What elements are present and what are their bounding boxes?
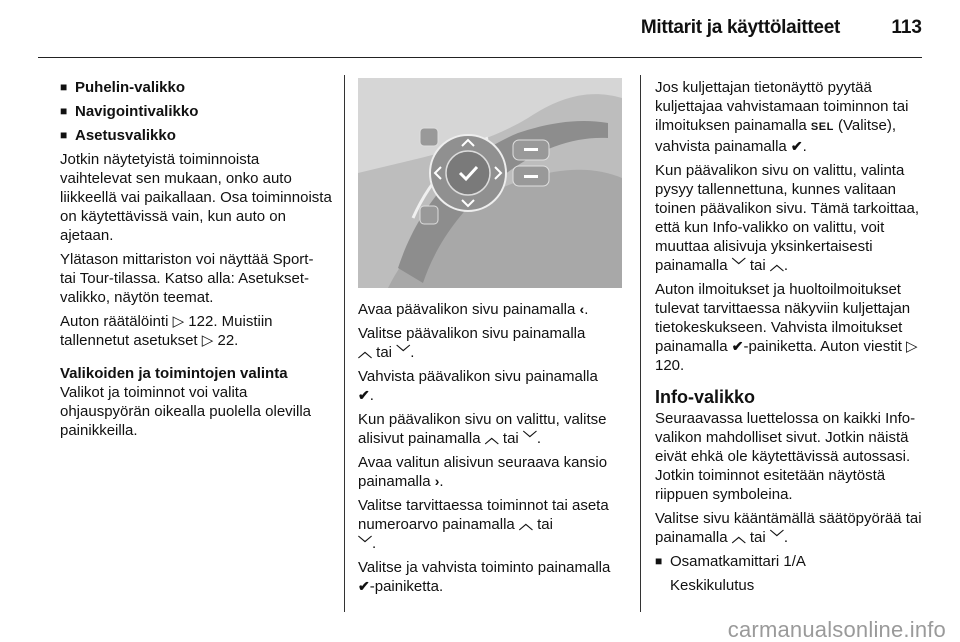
subheading: Valikoiden ja toimintojen valinta [60,365,288,382]
chevron-down-icon: ﹀ [731,257,746,273]
page-ref-link[interactable]: 120 [655,357,681,374]
paragraph: Jotkin näytetyistä toiminnoista vaihtelevat sen mukaan, onko auto liikkeellä vai paikallaan. Osa toiminnoista on käytettävissä vain, kun auto on ajetaan. [60,151,332,244]
checkmark-icon: ✔ [731,338,744,354]
paragraph: Jos kuljettajan tietonäyttö pyytää kuljettajaa vahvistamaan toiminnon tai ilmoituksen painamalla SEL (Valitse), vahvista painamalla ✔. [655,79,909,155]
checkmark-icon: ✔ [790,138,803,154]
page-header-title: Mittarit ja käyttölaitteet [640,17,840,38]
bullet-icon: ■ [655,554,663,568]
header-rule [38,57,922,58]
chevron-down-icon: ﹀ [522,430,537,446]
chevron-down-icon: ﹀ [358,535,372,551]
checkmark-icon: ✔ [358,387,370,403]
steering-wheel-illustration [358,78,622,288]
chevron-down-icon: ﹀ [396,344,411,360]
page-ref-arrow-icon: ▷ [172,313,185,330]
chevron-up-icon: ︿ [769,257,784,273]
column-left [60,78,332,445]
page-ref-arrow-icon: ▷ [201,332,214,349]
paragraph: Valitse päävalikon sivu painamalla ︿ tai ﹀. [358,325,586,361]
list-item: ■ Asetusvalikko [60,127,176,144]
page-ref-link[interactable]: 22 [217,332,235,349]
paragraph: Auton räätälöinti ▷ 122. Muistiin tallennetut asetukset ▷ 22. [60,313,273,349]
column-right [655,78,927,600]
chevron-right-icon: › [434,473,440,489]
paragraph: Vahvista päävalikon sivu painamalla ✔. [358,368,598,404]
paragraph: Valitse tarvittaessa toiminnot tai aseta numeroarvo painamalla ︿ tai ﹀. [358,497,609,552]
bullet-icon: ■ [60,80,68,94]
section-heading: Info-valikko [655,387,756,407]
paragraph: Ylätason mittariston voi näyttää Sport- tai Tour-tilassa. Katso alla: Asetukset-valikko, näytön teemat. [60,251,314,306]
paragraph: Valitse sivu kääntämällä säätöpyörää tai painamalla ︿ tai ﹀. [655,510,922,546]
chevron-down-icon: ﹀ [769,529,784,545]
column-divider-left [344,75,345,612]
paragraph: Valikot ja toiminnot voi valita ohjauspyörän oikealla puolella olevilla painikkeilla. [60,384,312,439]
paragraph: Seuraavassa luettelossa on kaikki Info-valikon mahdolliset sivut. Jotkin näistä eivät ehkä ole käytettävissä autossasi. Jotkin toiminnot esitetään näytöstä riippuen symboleina. [655,410,916,503]
page-ref-link[interactable]: 122 [188,313,214,330]
paragraph: Avaa valitun alisivun seuraava kansio painamalla ›. [358,454,608,490]
paragraph: Auton ilmoitukset ja huoltoilmoitukset tulevat tarvittaessa näkyviin kuljettajan tietokeskukseen. Vahvista ilmoitukset painamalla ✔-painiketta. Auton viestit ▷ 120. [655,281,918,374]
chevron-up-icon: ︿ [358,344,372,360]
column-divider-right [640,75,641,612]
bullet-icon: ■ [60,128,68,142]
chevron-up-icon: ︿ [518,516,533,532]
chevron-left-icon: ‹ [579,301,585,317]
checkmark-icon: ✔ [358,578,370,594]
bullet-icon: ■ [60,104,68,118]
list-item: ■ Puhelin-valikko [60,79,186,96]
paragraph: Valitse ja vahvista toiminto painamalla ✔-painiketta. [358,559,611,595]
column-middle [358,78,622,601]
chevron-up-icon: ︿ [731,529,746,545]
paragraph: Kun päävalikon sivu on valittu, valinta pysyy tallennettuna, kunnes valitaan toinen päävalikon sivu. Tämä tarkoittaa, että kun Info-valikko on valittu, voit muuttaa alisivuja yksinkertaisesti painamalla ﹀ tai ︿. [655,162,920,274]
sel-button-label: SEL [810,121,834,133]
watermark-text: carmanualsonline.info [727,617,946,642]
page-ref-arrow-icon: ▷ [906,338,918,355]
sub-list-item: Keskikulutus [670,577,755,594]
paragraph: Avaa päävalikon sivu painamalla ‹. [358,301,589,318]
list-item: ■ Navigointivalikko [60,103,199,120]
page-number: 113 [891,17,922,38]
steering-wheel-controls-image [358,78,622,288]
list-item: ■ Osamatkamittari 1/A [655,553,806,570]
paragraph: Kun päävalikon sivu on valittu, valitse alisivut painamalla ︿ tai ﹀. [358,411,607,447]
chevron-up-icon: ︿ [484,430,499,446]
